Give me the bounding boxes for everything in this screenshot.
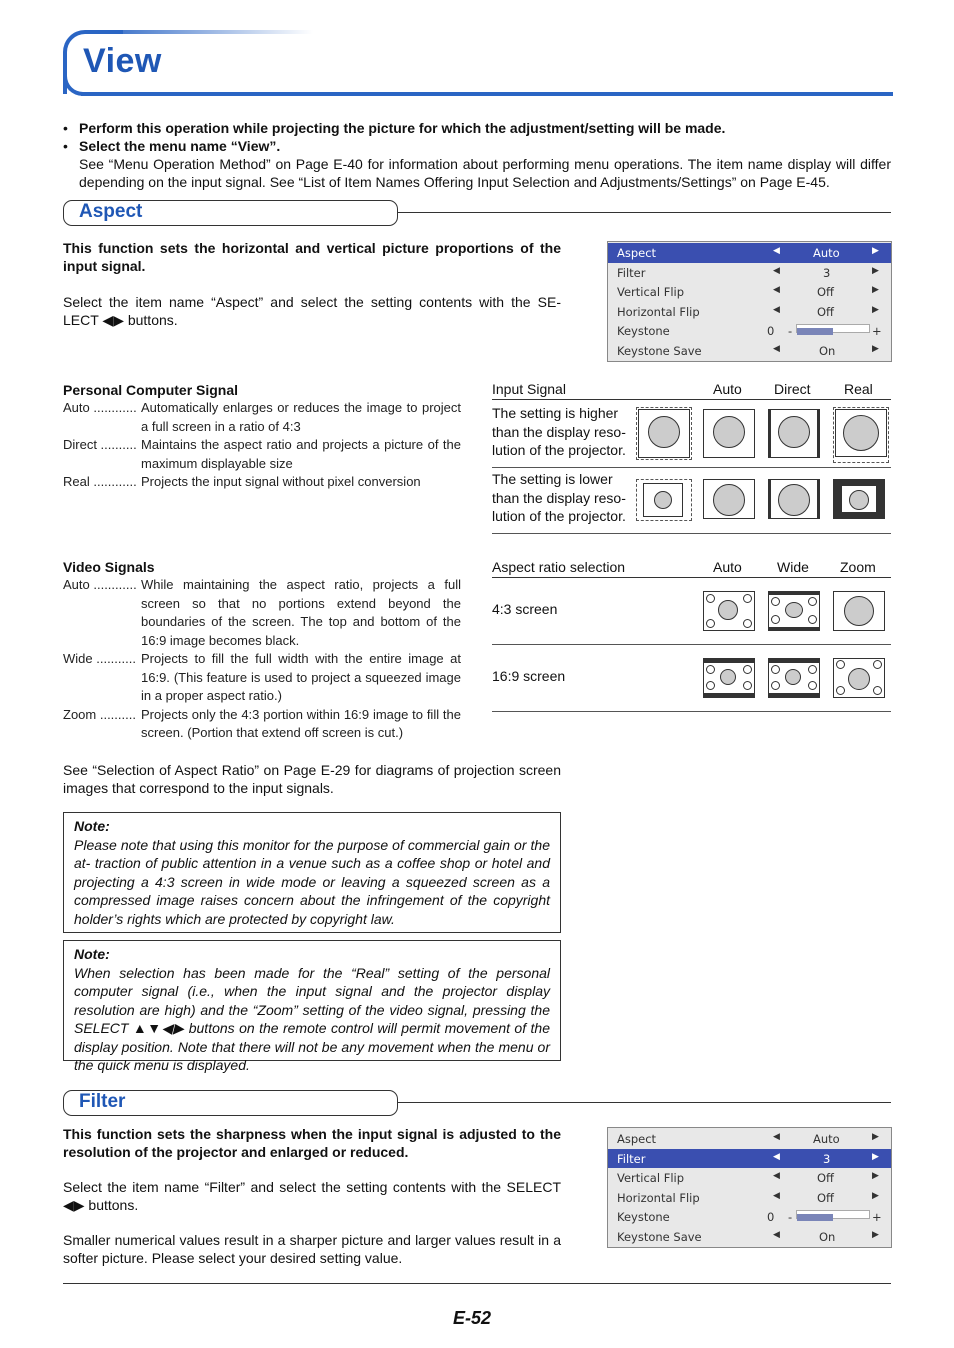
input-signal-table: Input Signal Auto Direct Real The setting is higher than the display reso- lution of the projector. The setting is lower than the display reso- lution of the projector. [492, 378, 891, 534]
menu-row-aspect[interactable]: Aspect ◀ Auto ▶ [617, 1132, 879, 1146]
menu-row-keystone[interactable]: Keystone 0 - + [617, 1210, 882, 1224]
title-frame [63, 30, 893, 96]
filter-extra: Smaller numerical values result in a sharper picture and larger values result in a softer picture. Please select your desired setting value. [63, 1232, 561, 1266]
aspect-instruction: Select the item name “Aspect” and select the setting contents with the SE- LECT ◀▶ buttons. [63, 294, 561, 328]
menu-row-aspect[interactable]: Aspect ◀ Auto ▶ [608, 243, 891, 263]
note-copyright: Note: Please note that using this monitor for the purpose of commercial gain or the at- traction of public attention in a venue such as a coffee shop or hotel and projecting a 4:3 screen in wide mode or leaving a squeezed screen as a compressed image raises concern about the infringement of the copyright holder’s rights which are protected by copyright law. [63, 812, 561, 933]
page-title: View [83, 42, 162, 80]
pc-signal-heading: Personal Computer Signal [63, 382, 239, 398]
filter-instruction: Select the item name “Filter” and select the setting contents with the SELECT ◀▶ buttons. [63, 1179, 561, 1213]
osd-menu-aspect [607, 241, 892, 362]
footer-divider [63, 1283, 891, 1284]
menu-row-keystone-save[interactable]: Keystone Save ◀ On ▶ [617, 1229, 879, 1244]
menu-row-vertical-flip[interactable]: Vertical Flip ◀ Off ▶ [617, 285, 879, 299]
aspect-section-heading [63, 200, 891, 226]
filter-heading: Filter [79, 1091, 126, 1112]
menu-row-vertical-flip[interactable]: Vertical Flip ◀ Off ▶ [617, 1171, 879, 1185]
aspect-see-also: See “Selection of Aspect Ratio” on Page E-29 for diagrams of projection screen images that correspond to the input signals. [63, 762, 561, 796]
menu-row-horizontal-flip[interactable]: Horizontal Flip ◀ Off ▶ [617, 304, 879, 319]
menu-row-filter[interactable]: Filter ◀ 3 ▶ [617, 265, 879, 280]
osd-menu-filter [607, 1127, 892, 1248]
page-number: E-52 [453, 1308, 492, 1328]
intro-bullets: • Perform this operation while projecting the picture for which the adjustment/setting will be made. • Select the menu name “View”. See “Menu Operation Method” on Page E-40 for information about performing menu operations. The item name display will differ depending on the input signal. See “List of Item Names Offering Input Selection and Adjustments/Settings” on Page E-45. [63, 120, 891, 190]
pc-signal-defs: Auto ............ Automatically enlarges or reduces the image to project a full screen in a ratio of 4:3 Direct .......... Maintains the aspect ratio and projects a picture of the maximum displayable size Real ............ Projects the input signal without pixel conversion [63, 400, 461, 489]
menu-row-keystone-save[interactable]: Keystone Save ◀ On ▶ [617, 343, 879, 358]
video-signal-heading: Video Signals [63, 559, 155, 575]
menu-row-keystone[interactable]: Keystone 0 - + [617, 324, 882, 338]
menu-row-filter[interactable]: Filter ◀ 3 ▶ [608, 1149, 891, 1169]
aspect-ratio-table: Aspect ratio selection Auto Wide Zoom 4:3 screen 16:9 screen [492, 556, 891, 712]
filter-section-heading [63, 1090, 891, 1116]
intro-bullet-2: Select the menu name “View”. [79, 138, 281, 154]
aspect-lead: This function sets the horizontal and vertical picture proportions of the input signal. [63, 240, 561, 274]
filter-lead: This function sets the sharpness when the input signal is adjusted to the resolution of the projector and enlarged or reduced. [63, 1126, 561, 1160]
note-real-zoom: Note: When selection has been made for the “Real” setting of the personal computer signal (i.e., when the input signal and the projector display resolution are high) and the “Zoom” setting of the video signal, pressing the SELECT ▲▼◀▶ buttons on the remote control will permit movement of the display position. Note that there will not be any movement when the menu or the quick menu is displayed. [63, 940, 561, 1061]
video-signal-defs: Auto ............ While maintaining the aspect ratio, projects a full screen so that no portions extend beyond the boundaries of the screen. The top and bottom of the 16:9 image becomes black. Wide ........... Projects to fill the full width with the entire image at 16:9. (This feature is used to project a squeezed image in a proper aspect ratio.) Zoom .......... Projects only the 4:3 portion within 16:9 image to fill the screen. (Portion that extend off screen is cut.) [63, 577, 461, 740]
keystone-bar[interactable] [796, 1210, 870, 1219]
menu-row-horizontal-flip[interactable]: Horizontal Flip ◀ Off ▶ [617, 1190, 879, 1205]
aspect-heading: Aspect [79, 201, 143, 222]
keystone-bar[interactable] [796, 324, 870, 333]
intro-bullet-2-detail: See “Menu Operation Method” on Page E-40 for information about performing menu operations. The item name display will differ depending on the input signal. See “List of Item Names Offering Input Selection and Adjustments/Settings” on Page E-45. [79, 156, 891, 190]
intro-bullet-1: Perform this operation while projecting the picture for which the adjustment/setting will be made. [79, 120, 726, 136]
